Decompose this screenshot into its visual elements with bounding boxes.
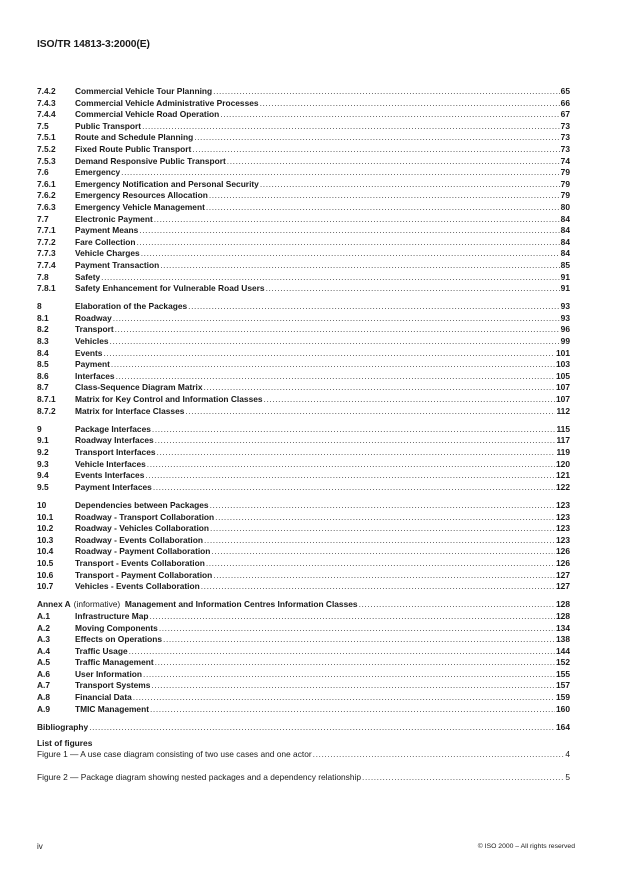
annex-page: 128 [556,599,570,610]
page-number: 79 [560,178,570,189]
toc-entry[interactable] [37,132,570,144]
dot-leader [211,546,555,558]
dot-leader [188,301,560,313]
toc-entry[interactable] [37,535,570,547]
toc-entry[interactable] [37,704,570,716]
section-title: Matrix for Key Control and Information Classes [75,394,263,405]
page-number: 117 [556,435,570,446]
toc-groups [37,86,570,593]
section-title: Fixed Route Public Transport [75,143,192,154]
section-number: 7.7 [37,213,49,224]
dot-leader [313,749,565,761]
section-number: 10.6 [37,569,54,580]
section-number: 9.4 [37,470,49,481]
toc-entry[interactable] [37,692,570,704]
dot-leader [143,669,555,681]
section-title: Transport - Events Collaboration [75,557,205,568]
page-number: 84 [560,236,570,247]
dot-leader [227,156,560,168]
section-number: 7.4.2 [37,86,56,96]
section-number: 7.5 [37,120,49,131]
section-number: 7.4.4 [37,109,56,120]
page-number: 123 [556,499,570,510]
section-number: 10.7 [37,581,54,592]
toc-group [37,301,570,417]
toc-entry[interactable] [37,680,570,692]
section-number: 8.7.1 [37,394,56,405]
document-id-header: ISO/TR 14813-3:2000(E) [37,39,150,50]
dot-leader [121,167,560,179]
toc-entry[interactable] [37,313,570,325]
dot-leader [101,272,560,284]
page-number: 65 [560,86,570,96]
dot-leader [192,144,559,156]
toc-entry[interactable] [37,646,570,658]
section-number: 7.5.2 [37,143,56,154]
section-number: 8.3 [37,336,49,347]
section-title: Roadway - Events Collaboration [75,534,203,545]
toc-entry[interactable] [37,382,570,394]
page-number: 138 [556,634,570,645]
page-number: 74 [560,155,570,166]
toc-entry[interactable] [37,167,570,179]
toc-entry[interactable] [37,190,570,202]
dot-leader [151,680,555,692]
dot-leader [111,359,555,371]
bibliography-page: 164 [556,721,570,732]
page-number: 127 [556,581,570,592]
annex-title-text: Management and Information Centres Information Classes [124,599,358,610]
page-number: 107 [556,382,570,393]
dot-leader [113,313,560,325]
page-number: 101 [556,347,570,358]
section-number: 9 [37,423,42,434]
section-title: Commercial Vehicle Tour Planning [75,86,213,96]
dot-leader [204,382,555,394]
toc-entry[interactable] [37,447,570,459]
toc-entry[interactable] [37,214,570,226]
section-number: 10.2 [37,523,54,534]
section-title: Emergency Vehicle Management [75,201,205,212]
section-title: Events [75,347,103,358]
section-title: Payment Means [75,225,139,236]
page-number: 79 [560,167,570,178]
dot-leader [204,535,555,547]
section-title: Emergency Notification and Personal Security [75,178,259,189]
section-title: TMIC Management [75,703,149,714]
section-number: 7.6.2 [37,190,56,201]
section-number: 8.1 [37,312,49,323]
page-number: 96 [560,324,570,335]
section-number: 7.6.3 [37,201,56,212]
dot-leader [206,558,555,570]
section-title: Transport - Payment Collaboration [75,569,213,580]
toc-entry[interactable] [37,272,570,284]
section-title: Financial Data [75,692,132,703]
dot-leader [147,459,555,471]
figure-title: Figure 2 — Package diagram showing nested packages and a dependency relationship [37,772,362,783]
dot-leader [150,704,555,716]
section-number: 8.7 [37,382,49,393]
dot-leader [141,248,560,260]
dot-leader [110,336,560,348]
figures-heading: List of figures [37,738,93,749]
section-title: Vehicles - Events Collaboration [75,581,200,592]
toc-entry[interactable] [37,669,570,681]
section-title: Emergency [75,167,121,178]
dot-leader [215,512,555,524]
figure-page: 5 [565,772,570,783]
page-number: 99 [560,336,570,347]
page-number: 66 [560,97,570,108]
footer-page-number: iv [37,842,43,851]
section-title: Emergency Resources Allocation [75,190,208,201]
toc-entry[interactable] [37,657,570,669]
toc-entry[interactable] [37,301,570,313]
page-number: 79 [560,190,570,201]
section-title: Elaboration of the Packages [75,301,188,312]
section-title: Vehicle Charges [75,248,140,259]
section-number: A.5 [37,657,51,668]
dot-leader [145,470,555,482]
toc-entry[interactable] [37,523,570,535]
section-number: 7.6.1 [37,178,56,189]
toc-entry[interactable] [37,371,570,383]
section-title: Roadway - Vehicles Collaboration [75,523,210,534]
spacer [37,761,570,772]
dot-leader [260,98,560,110]
dot-leader [163,634,555,646]
section-title: Roadway [75,312,112,323]
dot-leader [155,435,556,447]
page-number: 84 [560,213,570,224]
section-title: Public Transport [75,120,142,131]
dot-leader [89,722,555,734]
page-number: 91 [560,283,570,294]
page-number: 159 [556,692,570,703]
page-number: 123 [556,523,570,534]
page-number: 127 [556,569,570,580]
section-number: 8.5 [37,359,49,370]
bibliography-title: Bibliography [37,721,89,732]
section-number: 7.5.1 [37,132,56,143]
page-number: 93 [560,301,570,312]
toc-group [37,424,570,494]
dot-leader [206,202,560,214]
toc-entry[interactable] [37,144,570,156]
section-title: Interfaces [75,370,115,381]
toc-entry[interactable] [37,324,570,336]
toc-entry[interactable] [37,121,570,133]
figure-title: Figure 1 — A use case diagram consisting of two use cases and one actor [37,749,312,760]
section-title: Safety Enhancement for Vulnerable Road Users [75,283,265,294]
dot-leader [266,283,560,295]
dot-leader [103,348,555,360]
toc-bibliography-group [37,722,570,734]
page-number: 152 [556,657,570,668]
section-number: 7.6 [37,167,49,178]
page-number: 155 [556,668,570,679]
dot-leader [213,86,560,98]
table-of-contents [37,86,570,784]
section-title: Vehicles [75,336,109,347]
dot-leader [154,214,560,226]
section-number: 8.7.2 [37,405,56,416]
toc-entry[interactable] [37,260,570,272]
dot-leader [264,394,555,406]
section-title: Route and Schedule Planning [75,132,194,143]
page-number: 126 [556,557,570,568]
toc-entry[interactable] [37,225,570,237]
dot-leader [201,581,555,593]
section-title: Traffic Usage [75,645,128,656]
section-number: 7.7.2 [37,236,56,247]
toc-entry[interactable] [37,611,570,623]
section-number: 9.2 [37,447,49,457]
section-number: 8.2 [37,324,49,335]
page-number: 84 [560,248,570,259]
section-number: A.6 [37,668,51,679]
page-number: 73 [560,120,570,131]
toc-entry-annex-a[interactable] [37,599,570,611]
section-number: 8.4 [37,347,49,358]
dot-leader [142,121,560,133]
toc-entry[interactable] [37,482,570,494]
toc-entry[interactable] [37,248,570,260]
annex-qualifier: (informative) [73,599,121,610]
toc-entry[interactable] [37,623,570,635]
toc-entry[interactable] [37,86,570,98]
section-number: 9.5 [37,481,49,492]
dot-leader [210,523,555,535]
page-number: 157 [556,680,570,691]
section-title: Vehicle Interfaces [75,458,146,469]
section-title: Transport [75,324,114,335]
page-number: 80 [560,201,570,212]
footer-copyright: © ISO 2000 – All rights reserved [477,843,575,850]
section-title: Transport Interfaces [75,447,156,457]
toc-entry[interactable] [37,283,570,295]
toc-entry[interactable] [37,570,570,582]
section-number: 10.5 [37,557,54,568]
page-number: 73 [560,132,570,143]
toc-entry[interactable] [37,424,570,436]
page-number: 123 [556,534,570,545]
page-number: 123 [556,511,570,522]
section-title: User Information [75,668,143,679]
dot-leader [137,237,560,249]
page-number: 67 [560,109,570,120]
toc-entry[interactable] [37,394,570,406]
dot-leader [153,482,555,494]
toc-entry[interactable] [37,558,570,570]
page-number: 107 [556,394,570,405]
toc-entry[interactable] [37,500,570,512]
dot-leader [157,447,556,459]
section-number: 10.4 [37,546,54,557]
section-title: Moving Components [75,622,158,633]
section-number: 7.5.3 [37,155,56,166]
annex-entries [37,611,570,715]
dot-leader [194,132,559,144]
section-number: A.2 [37,622,51,633]
toc-group [37,500,570,593]
section-title: Commercial Vehicle Administrative Processes [75,97,259,108]
toc-entry[interactable] [37,237,570,249]
page-number: 115 [556,423,570,434]
dot-leader [209,190,560,202]
section-number: 7.4.3 [37,97,56,108]
figure-entry-1[interactable] [37,749,570,761]
section-number: 10.3 [37,534,54,545]
toc-entry[interactable] [37,179,570,191]
toc-entry[interactable] [37,359,570,371]
section-title: Roadway - Transport Collaboration [75,511,215,522]
dot-leader [159,623,555,635]
page-number: 128 [556,610,570,621]
section-number: A.1 [37,610,51,621]
section-number: 10.1 [37,511,54,522]
section-number: 8 [37,301,42,312]
section-title: Transport Systems [75,680,151,691]
section-title: Fare Collection [75,236,136,247]
section-number: 10 [37,499,47,510]
section-number: A.9 [37,703,51,714]
page-number: 122 [556,481,570,492]
dot-leader [155,657,555,669]
page-number: 112 [556,405,570,416]
toc-entry-bibliography[interactable] [37,722,570,734]
toc-entry[interactable] [37,546,570,558]
figure-page: 4 [565,749,570,760]
section-number: A.7 [37,680,51,691]
toc-entry[interactable] [37,634,570,646]
toc-entry[interactable] [37,459,570,471]
page-number: 144 [556,645,570,656]
toc-entry[interactable] [37,512,570,524]
page-number: 85 [560,259,570,270]
dot-leader [362,772,564,784]
toc-entry[interactable] [37,109,570,121]
annex-title [74,599,358,611]
page-number: 121 [556,470,570,481]
dot-leader [152,424,556,436]
section-number: 8.6 [37,370,49,381]
section-number: 9.3 [37,458,49,469]
section-title: Safety [75,271,101,282]
section-number: 7.7.3 [37,248,56,259]
dot-leader [359,599,555,611]
annex-label: Annex A [37,599,71,610]
toc-entry[interactable] [37,156,570,168]
section-title: Events Interfaces [75,470,145,481]
page-number: 160 [556,703,570,714]
page-number: 103 [556,359,570,370]
section-number: A.8 [37,692,51,703]
dot-leader [260,179,560,191]
section-number: 7.8 [37,271,49,282]
page-number: 120 [556,458,570,469]
page-number: 134 [556,622,570,633]
section-title: Dependencies between Packages [75,499,209,510]
section-title: Traffic Management [75,657,154,668]
section-number: 7.7.4 [37,259,56,270]
section-number: A.4 [37,645,51,656]
section-title: Matrix for Interface Classes [75,405,185,416]
page-number: 84 [560,225,570,236]
dot-leader [116,371,555,383]
page-number: 93 [560,312,570,323]
section-title: Payment Transaction [75,259,160,270]
dot-leader [133,692,555,704]
dot-leader [213,570,555,582]
page-number: 126 [556,546,570,557]
toc-entry[interactable] [37,202,570,214]
dot-leader [115,324,560,336]
section-title: Roadway - Payment Collaboration [75,546,211,557]
toc-entry[interactable] [37,435,570,447]
section-title: Commercial Vehicle Road Operation [75,109,220,120]
page-number: 119 [556,447,570,457]
section-number: 7.8.1 [37,283,56,294]
dot-leader [210,500,555,512]
section-title: Payment [75,359,110,370]
toc-entry[interactable] [37,336,570,348]
toc-annex-group [37,599,570,715]
section-title: Demand Responsive Public Transport [75,155,226,166]
list-of-figures [37,738,570,783]
toc-entry[interactable] [37,348,570,360]
section-title: Electronic Payment [75,213,153,224]
section-number: 7.7.1 [37,225,56,236]
section-title: Payment Interfaces [75,481,152,492]
toc-group [37,86,570,295]
toc-entry[interactable] [37,581,570,593]
section-title: Class-Sequence Diagram Matrix [75,382,203,393]
toc-entry[interactable] [37,470,570,482]
section-title: Infrastructure Map [75,610,149,621]
dot-leader [150,611,555,623]
page-number: 73 [560,143,570,154]
section-number: 9.1 [37,435,49,446]
figure-entry-2[interactable] [37,772,570,784]
dot-leader [185,406,555,418]
dot-leader [129,646,555,658]
toc-entry[interactable] [37,98,570,110]
dot-leader [220,109,559,121]
dot-leader [139,225,559,237]
page-number: 91 [560,271,570,282]
section-number: A.3 [37,634,51,645]
section-title: Roadway Interfaces [75,435,154,446]
dot-leader [160,260,559,272]
section-title: Package Interfaces [75,423,151,434]
toc-entry[interactable] [37,406,570,418]
section-title: Effects on Operations [75,634,163,645]
page-number: 105 [556,370,570,381]
